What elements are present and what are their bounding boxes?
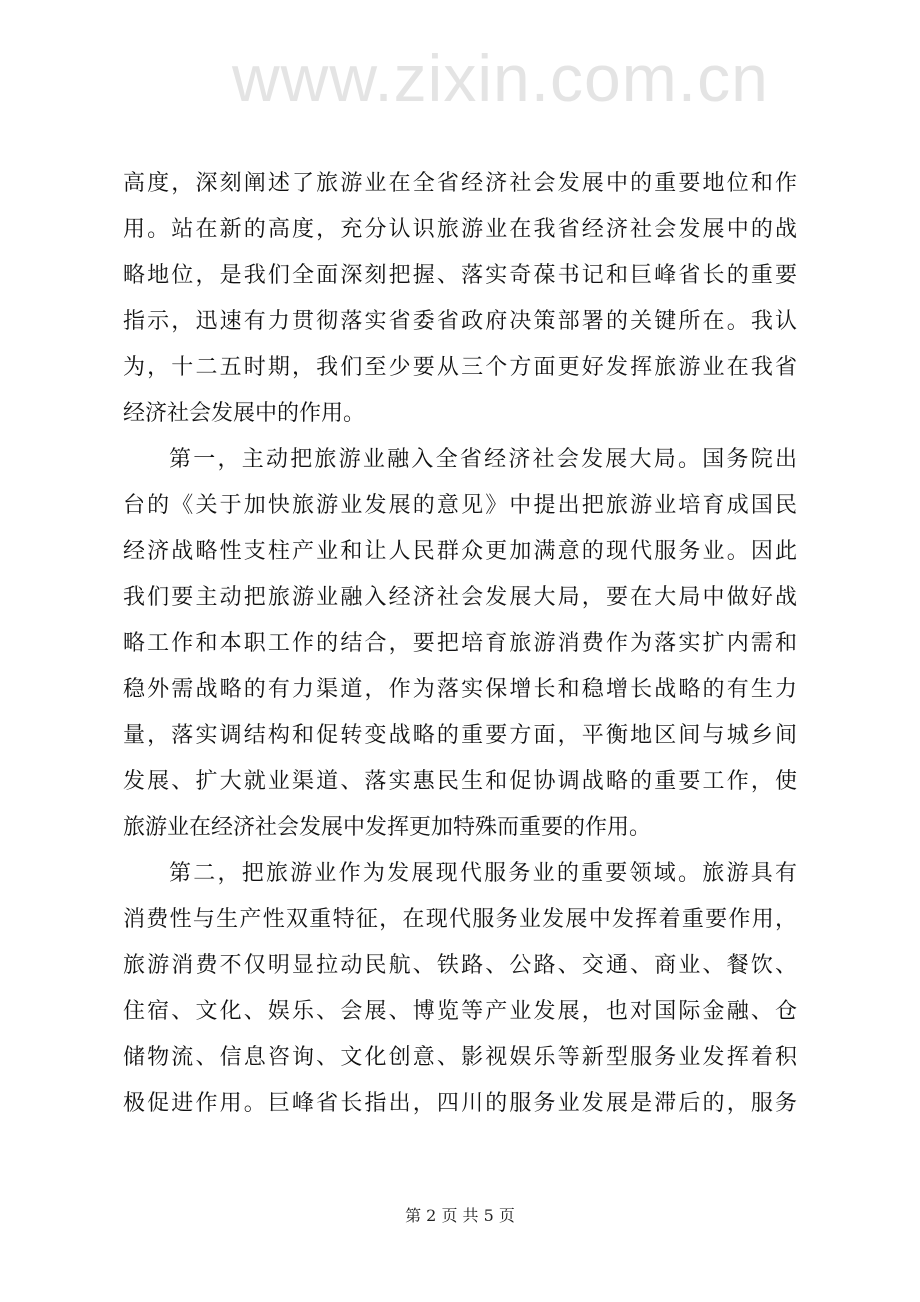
text-line: 经济社会发展中的作用。 xyxy=(123,401,366,426)
text-line: 稳外需战略的有力渠道，作为落实保增长和稳增长战略的有生力 xyxy=(123,677,797,702)
text-line: 台的《关于加快旅游业发展的意见》中提出把旅游业培育成国民 xyxy=(123,493,797,518)
text-line: 为，十二五时期，我们至少要从三个方面更好发挥旅游业在我省 xyxy=(123,355,797,380)
text-line: 旅游业在经济社会发展中发挥更加特殊而重要的作用。 xyxy=(123,815,652,840)
text-line: 发展、扩大就业渠道、落实惠民生和促协调战略的重要工作，使 xyxy=(123,769,797,794)
text-line: 住宿、文化、娱乐、会展、博览等产业发展，也对国际金融、仓 xyxy=(123,999,797,1024)
text-line: 第二，把旅游业作为发展现代服务业的重要领域。旅游具有 xyxy=(169,861,797,886)
text-line: 略地位，是我们全面深刻把握、落实奇葆书记和巨峰省长的重要 xyxy=(123,263,797,288)
text-line: 略工作和本职工作的结合，要把培育旅游消费作为落实扩内需和 xyxy=(123,631,797,656)
text-line: 极促进作用。巨峰省长指出，四川的服务业发展是滞后的，服务 xyxy=(123,1091,797,1116)
text-line: 用。站在新的高度，充分认识旅游业在我省经济社会发展中的战 xyxy=(123,217,797,242)
text-line: 旅游消费不仅明显拉动民航、铁路、公路、交通、商业、餐饮、 xyxy=(123,953,797,978)
text-line: 消费性与生产性双重特征，在现代服务业发展中发挥着重要作用， xyxy=(123,907,797,932)
text-line: 经济战略性支柱产业和让人民群众更加满意的现代服务业。因此 xyxy=(123,539,797,564)
watermark: www.zixin.com.cn xyxy=(232,41,769,115)
document-body xyxy=(123,166,797,1132)
text-line: 储物流、信息咨询、文化创意、影视娱乐等新型服务业发挥着积 xyxy=(123,1045,797,1070)
text-line: 高度，深刻阐述了旅游业在全省经济社会发展中的重要地位和作 xyxy=(123,171,797,196)
text-line: 我们要主动把旅游业融入经济社会发展大局，要在大局中做好战 xyxy=(123,585,797,610)
text-line: 量，落实调结构和促转变战略的重要方面，平衡地区间与城乡间 xyxy=(123,723,797,748)
text-line: 第一，主动把旅游业融入全省经济社会发展大局。国务院出 xyxy=(169,447,797,472)
text-line: 指示，迅速有力贯彻落实省委省政府决策部署的关键所在。我认 xyxy=(123,309,797,334)
page-footer: 第 2 页 共 5 页 xyxy=(405,1206,515,1225)
